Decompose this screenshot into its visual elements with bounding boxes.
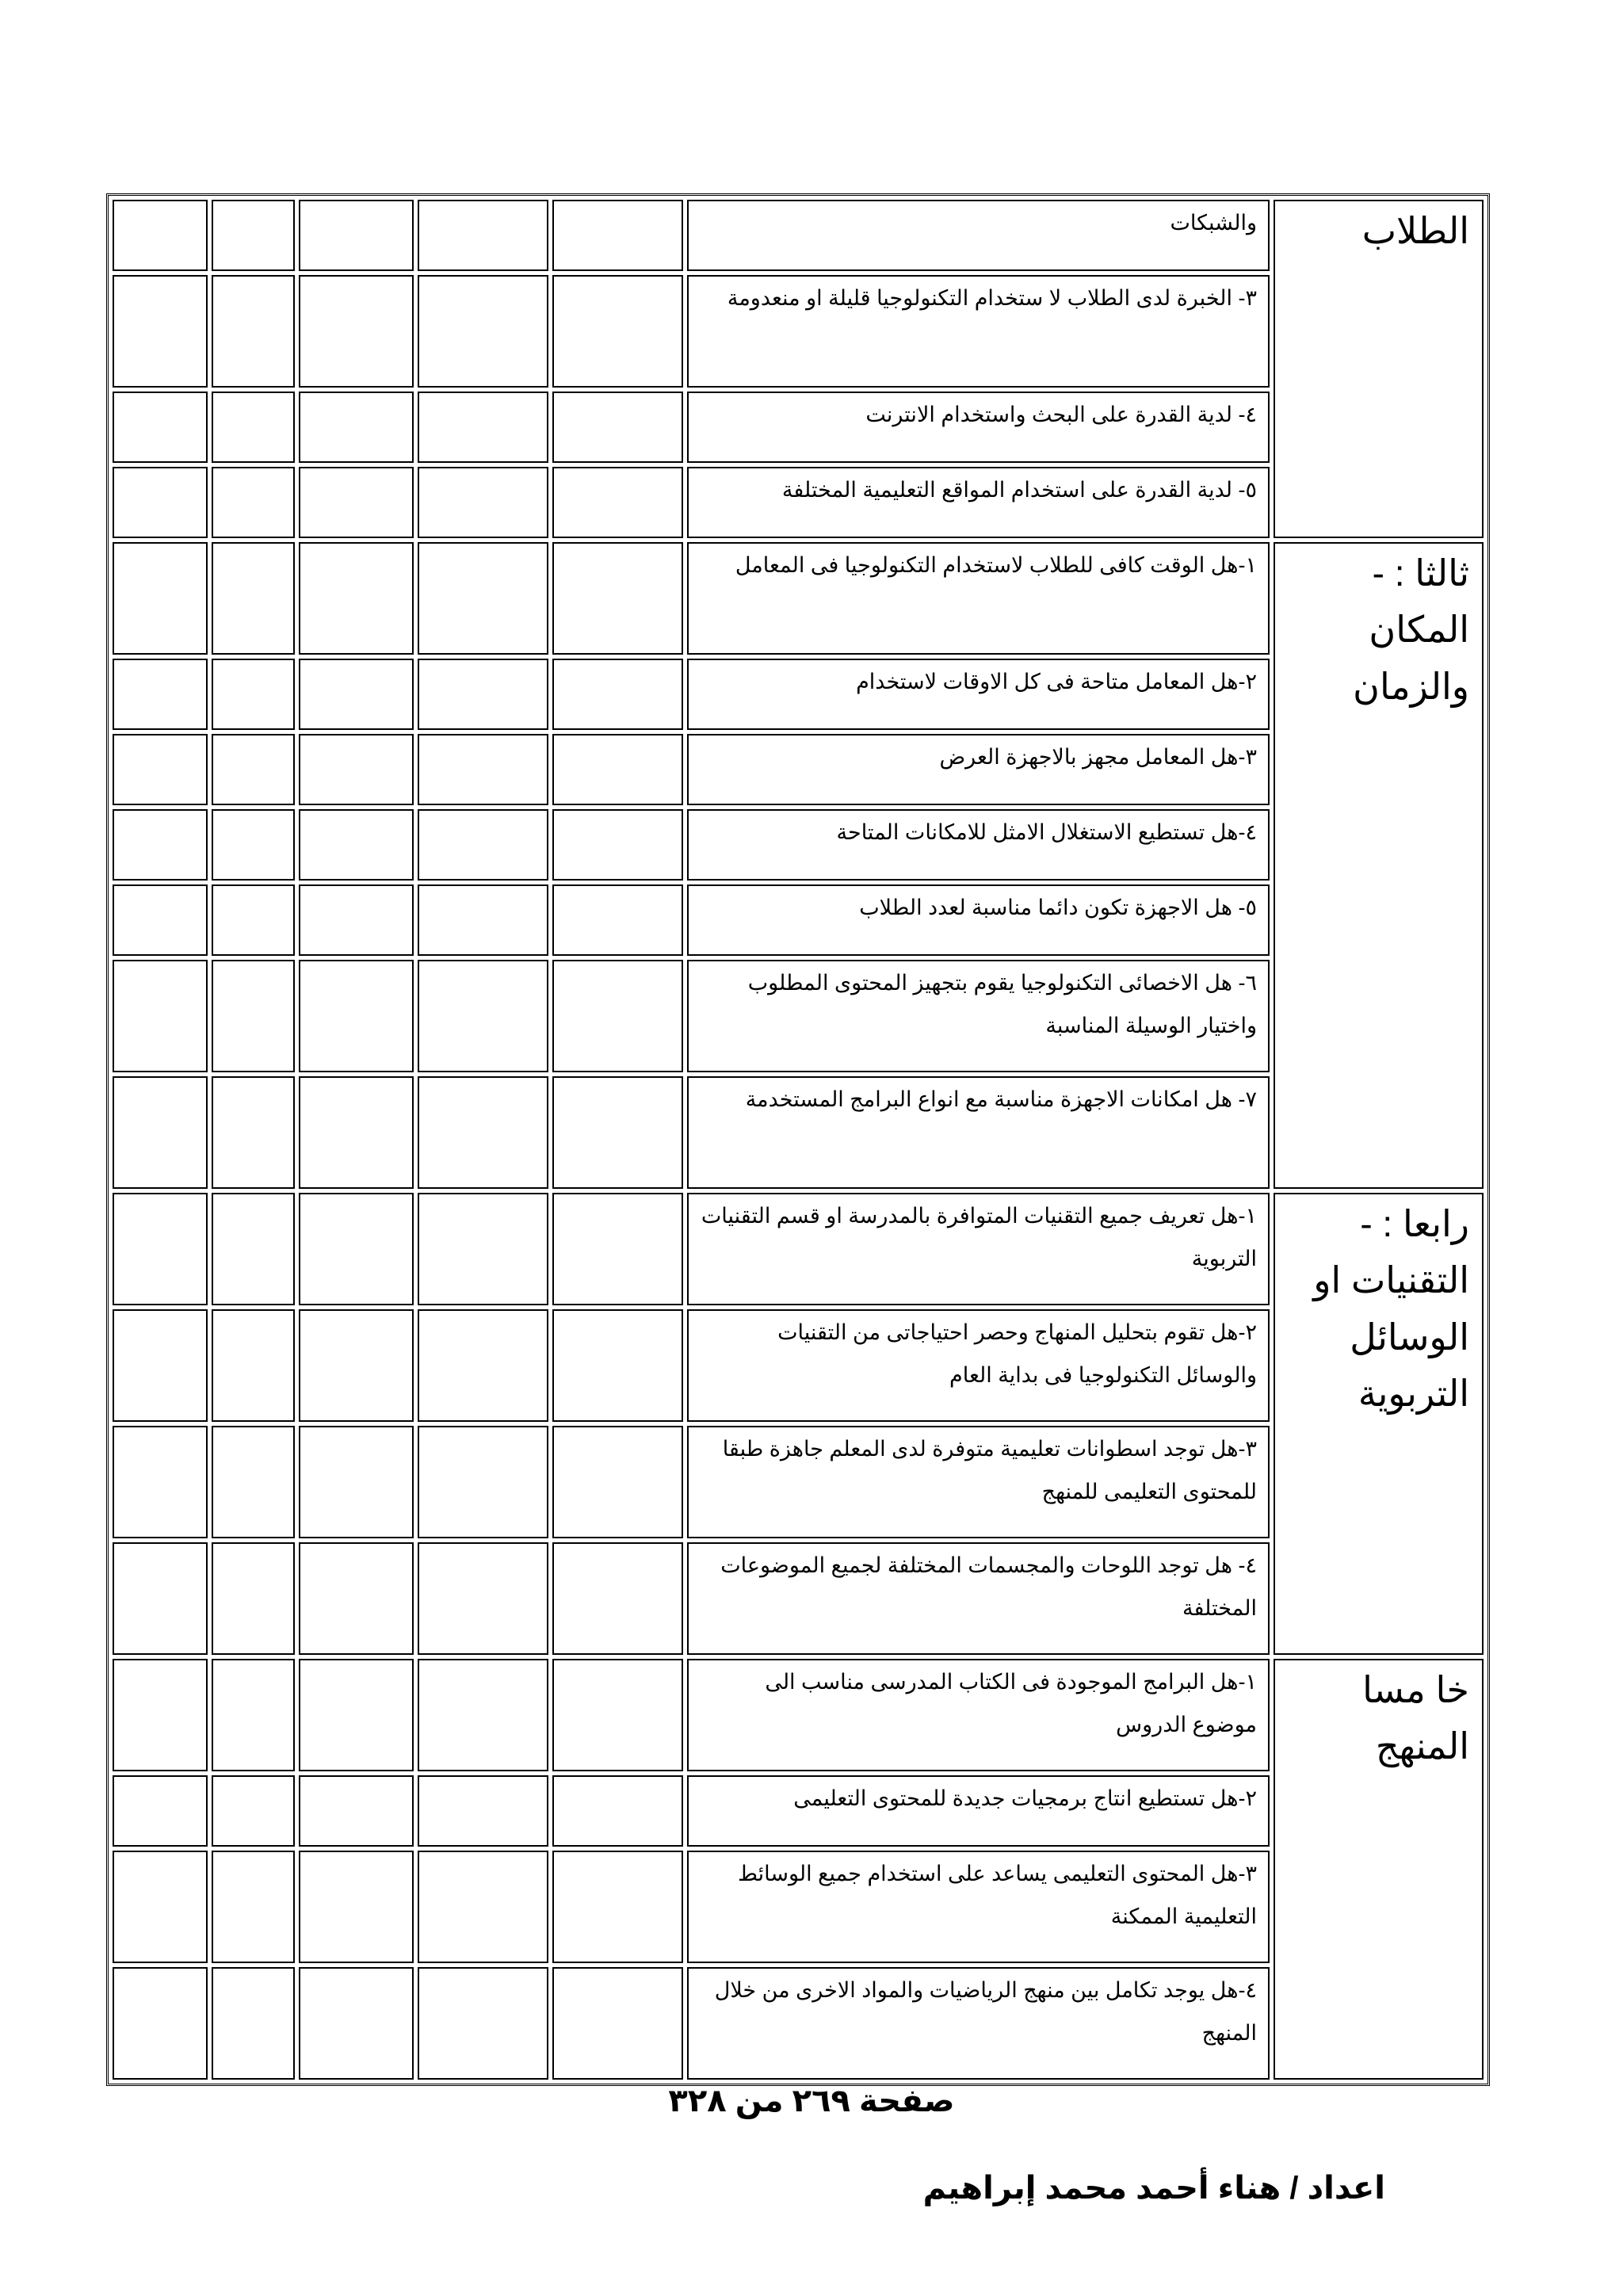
rating-cell[interactable] [113,1775,208,1847]
rating-cell[interactable] [212,1967,295,2080]
rating-cell[interactable] [418,542,548,655]
question-text: ٥- هل الاجهزة تكون دائما مناسبة لعدد الطلاب [687,884,1270,956]
rating-cell[interactable] [299,1967,414,2080]
rating-cell[interactable] [552,1659,683,1771]
rating-cell[interactable] [212,275,295,388]
rating-cell[interactable] [552,200,683,271]
rating-cell[interactable] [299,1659,414,1771]
rating-cell[interactable] [212,1659,295,1771]
rating-cell[interactable] [113,1426,208,1538]
rating-cell[interactable] [113,809,208,881]
rating-cell[interactable] [418,275,548,388]
rating-cell[interactable] [552,542,683,655]
rating-cell[interactable] [552,1967,683,2080]
rating-cell[interactable] [212,1426,295,1538]
rating-cell[interactable] [552,1426,683,1538]
rating-cell[interactable] [113,884,208,956]
rating-cell[interactable] [212,734,295,805]
rating-cell[interactable] [552,1076,683,1189]
axis-cell [1274,1193,1484,1655]
question-text: ٢-هل تستطيع انتاج برمجيات جديدة للمحتوى التعليمى [687,1775,1270,1847]
rating-cell[interactable] [113,200,208,271]
rating-cell[interactable] [299,467,414,538]
axis-label: التربوية [1358,1372,1469,1414]
question-text: ٣-هل المعامل مجهز بالاجهزة العرض [687,734,1270,805]
evaluation-table [106,193,1490,2086]
rating-cell[interactable] [212,809,295,881]
rating-cell[interactable] [299,960,414,1072]
question-text: ١-هل البرامج الموجودة فى الكتاب المدرسى مناسب الى موضوع الدروس [687,1659,1270,1771]
question-text: ٣-هل توجد اسطوانات تعليمية متوفرة لدى المعلم جاهزة طبقا للمحتوى التعليمى للمنهج [687,1426,1270,1538]
table-row [113,1659,1484,1771]
rating-cell[interactable] [212,1193,295,1305]
rating-cell[interactable] [299,884,414,956]
rating-cell[interactable] [212,1775,295,1847]
rating-cell[interactable] [113,1193,208,1305]
rating-cell[interactable] [418,467,548,538]
rating-cell[interactable] [212,1542,295,1655]
axis-label: والزمان [1353,665,1469,707]
rating-cell[interactable] [299,392,414,463]
question-text: ٣- الخبرة لدى الطلاب لا ستخدام التكنولوجيا قليلة او منعدومة [687,275,1270,388]
rating-cell[interactable] [113,1659,208,1771]
rating-cell[interactable] [418,1851,548,1963]
rating-cell[interactable] [299,200,414,271]
question-text: والشبكات [687,200,1270,271]
rating-cell[interactable] [212,467,295,538]
rating-cell[interactable] [552,1309,683,1422]
question-text: ٧- هل امكانات الاجهزة مناسبة مع انواع البرامج المستخدمة [687,1076,1270,1189]
question-text: ٢-هل المعامل متاحة فى كل الاوقات لاستخدام [687,659,1270,730]
rating-cell[interactable] [418,200,548,271]
rating-cell[interactable] [418,960,548,1072]
rating-cell[interactable] [418,1426,548,1538]
rating-cell[interactable] [299,1542,414,1655]
rating-cell[interactable] [113,659,208,730]
axis-cell [1274,1659,1484,2080]
axis-label: المكان [1369,609,1469,651]
rating-cell[interactable] [212,200,295,271]
rating-cell[interactable] [552,1775,683,1847]
rating-cell[interactable] [212,1076,295,1189]
axis-label: المنهج [1375,1725,1469,1767]
rating-cell[interactable] [552,275,683,388]
rating-cell[interactable] [418,1542,548,1655]
rating-cell[interactable] [299,1426,414,1538]
rating-cell[interactable] [552,884,683,956]
question-text: ٢-هل تقوم بتحليل المنهاج وحصر احتياجاتى من التقنيات والوسائل التكنولوجيا فى بداية العام [687,1309,1270,1422]
rating-cell[interactable] [418,1076,548,1189]
question-text: ٤-هل يوجد تكامل بين منهج الرياضيات والمواد الاخرى من خلال المنهج [687,1967,1270,2080]
rating-cell[interactable] [552,392,683,463]
table-row [113,1193,1484,1305]
question-text: ٥- لدية القدرة على استخدام المواقع التعليمية المختلفة [687,467,1270,538]
rating-cell[interactable] [113,392,208,463]
rating-cell[interactable] [212,960,295,1072]
rating-cell[interactable] [552,960,683,1072]
rating-cell[interactable] [552,809,683,881]
axis-cell [1274,200,1484,538]
rating-cell[interactable] [552,1542,683,1655]
rating-cell[interactable] [113,960,208,1072]
rating-cell[interactable] [299,275,414,388]
rating-cell[interactable] [552,734,683,805]
rating-cell[interactable] [418,884,548,956]
rating-cell[interactable] [113,734,208,805]
question-text: ١-هل تعريف جميع التقنيات المتوافرة بالمدرسة او قسم التقنيات التربوية [687,1193,1270,1305]
question-text: ٤-هل تستطيع الاستغلال الامثل للامكانات المتاحة [687,809,1270,881]
rating-cell[interactable] [418,1775,548,1847]
rating-cell[interactable] [113,542,208,655]
rating-cell[interactable] [212,542,295,655]
rating-cell[interactable] [552,1851,683,1963]
rating-cell[interactable] [299,1193,414,1305]
rating-cell[interactable] [552,467,683,538]
rating-cell[interactable] [299,542,414,655]
axis-label: الوسائل [1350,1316,1469,1358]
axis-label: التقنيات او [1313,1259,1469,1301]
table-body [113,200,1484,2080]
rating-cell[interactable] [299,659,414,730]
page-number: صفحة ٢٦٩ من ٣٢٨ [668,2084,955,2118]
rating-cell[interactable] [418,809,548,881]
axis-label: خا مسا [1362,1669,1469,1710]
rating-cell[interactable] [418,1193,548,1305]
rating-cell[interactable] [552,659,683,730]
rating-cell[interactable] [212,1309,295,1422]
rating-cell[interactable] [299,1775,414,1847]
rating-cell[interactable] [418,1659,548,1771]
rating-cell[interactable] [212,884,295,956]
rating-cell[interactable] [299,1309,414,1422]
rating-cell[interactable] [113,1076,208,1189]
author-credit: اعداد / هناء أحمد محمد إبراهيم [922,2171,1385,2206]
question-text: ٣-هل المحتوى التعليمى يساعد على استخدام جميع الوسائط التعليمية الممكنة [687,1851,1270,1963]
question-text: ٤- هل توجد اللوحات والمجسمات المختلفة لجميع الموضوعات المختلفة [687,1542,1270,1655]
question-text: ٤- لدية القدرة على البحث واستخدام الانترنت [687,392,1270,463]
rating-cell[interactable] [299,809,414,881]
rating-cell[interactable] [113,1542,208,1655]
rating-cell[interactable] [113,1851,208,1963]
rating-cell[interactable] [418,392,548,463]
rating-cell[interactable] [212,392,295,463]
rating-cell[interactable] [299,734,414,805]
rating-cell[interactable] [299,1851,414,1963]
rating-cell[interactable] [113,1309,208,1422]
rating-cell[interactable] [212,1851,295,1963]
axis-label: الطلاب [1361,210,1469,251]
rating-cell[interactable] [113,1967,208,2080]
rating-cell[interactable] [299,1076,414,1189]
question-text: ١-هل الوقت كافى للطلاب لاستخدام التكنولوجيا فى المعامل [687,542,1270,655]
rating-cell[interactable] [113,467,208,538]
rating-cell[interactable] [113,275,208,388]
axis-cell [1274,542,1484,1189]
rating-cell[interactable] [552,1193,683,1305]
rating-cell[interactable] [418,1309,548,1422]
table-row [113,542,1484,655]
rating-cell[interactable] [418,1967,548,2080]
rating-cell[interactable] [212,659,295,730]
axis-label: رابعا : - [1360,1203,1469,1244]
table-row [113,200,1484,271]
axis-label: ثالثا : - [1372,552,1469,594]
rating-cell[interactable] [418,734,548,805]
question-text: ٦- هل الاخصائى التكنولوجيا يقوم بتجهيز المحتوى المطلوب واختيار الوسيلة المناسبة [687,960,1270,1072]
rating-cell[interactable] [418,659,548,730]
